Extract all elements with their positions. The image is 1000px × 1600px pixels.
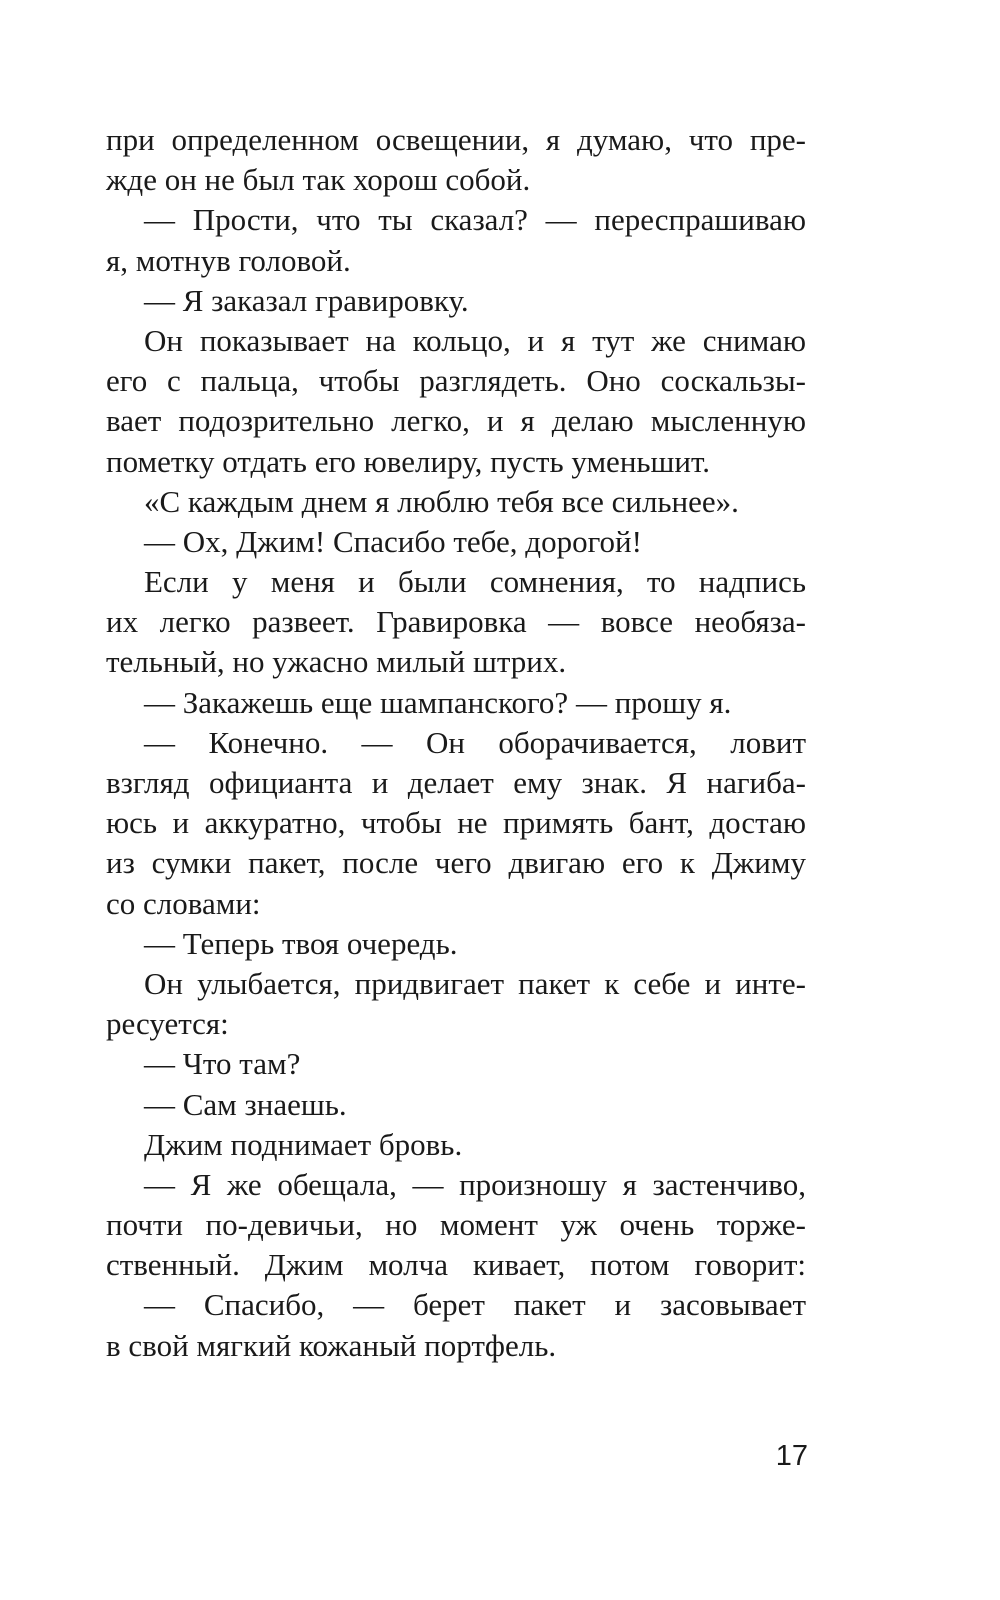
text-line: тельный, но ужасно милый штрих. — [106, 644, 567, 680]
text-line: — Я заказал гравировку. — [144, 282, 469, 318]
text-line: — Теперь твоя очередь. — [144, 925, 458, 961]
page-body-text — [106, 120, 806, 1366]
text-line: их легко развеет. Гравировка — вовсе необяза- — [106, 604, 806, 640]
page-number: 17 — [775, 1440, 808, 1472]
text-line: — Спасибо, — берет пакет и засовывает — [144, 1287, 806, 1323]
text-line: при определенном освещении, я думаю, что пре- — [106, 122, 806, 157]
text-line: Он улыбается, придвигает пакет к себе и инте- — [144, 965, 806, 1001]
text-line: Он показывает на кольцо, и я тут же снимаю — [144, 322, 806, 358]
text-line: со словами: — [106, 885, 261, 921]
text-line: жде он не был так хорош собой. — [106, 162, 531, 198]
text-line: из сумки пакет, после чего двигаю его к Джиму — [106, 845, 806, 881]
text-line: — Закажешь еще шампанского? — прошу я. — [144, 684, 732, 720]
text-line: юсь и аккуратно, чтобы не примять бант, достаю — [106, 805, 806, 841]
text-line: вает подозрительно легко, и я делаю мысленную — [106, 403, 806, 439]
text-line: — Что там? — [144, 1046, 301, 1082]
text-line: — Прости, что ты сказал? — переспрашиваю — [144, 202, 806, 238]
text-line: — Я же обещала, — произношу я застенчиво, — [144, 1166, 806, 1202]
text-line: Джим поднимает бровь. — [144, 1126, 463, 1162]
text-line: — Ох, Джим! Спасибо тебе, дорогой! — [144, 523, 642, 559]
text-line: я, мотнув головой. — [106, 242, 351, 278]
text-line: взгляд официанта и делает ему знак. Я нагиба- — [106, 765, 806, 800]
text-line: ресуется: — [106, 1006, 229, 1042]
text-line: «С каждым днем я люблю тебя все сильнее». — [144, 483, 739, 519]
text-line: Если у меня и были сомнения, то надпись — [144, 564, 806, 600]
text-line: — Конечно. — Он оборачивается, ловит — [144, 724, 806, 760]
text-line: в свой мягкий кожаный портфель. — [106, 1327, 557, 1363]
text-line: его с пальца, чтобы разглядеть. Оно соскальзы- — [106, 363, 806, 399]
text-line: ственный. Джим молча кивает, потом говорит: — [106, 1247, 806, 1283]
text-line: — Сам знаешь. — [144, 1086, 347, 1122]
text-line: почти по-девичьи, но момент уж очень торже- — [106, 1207, 806, 1243]
text-line: пометку отдать его ювелиру, пусть уменьшит. — [106, 443, 710, 479]
